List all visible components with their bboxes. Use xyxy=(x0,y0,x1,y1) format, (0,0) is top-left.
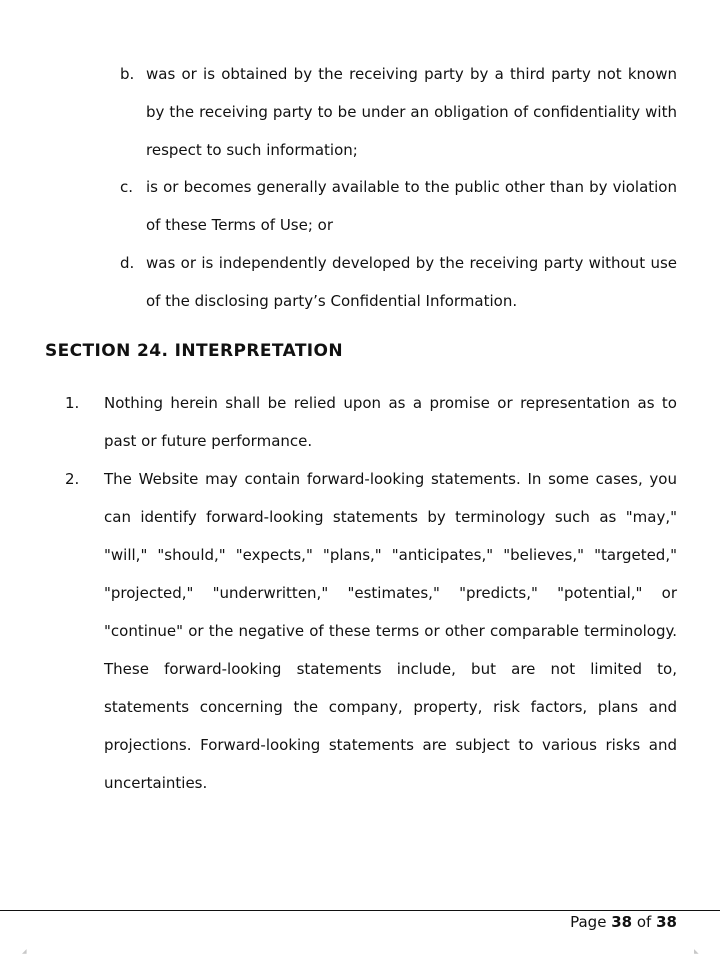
list-item-b-text: was or is obtained by the receiving party by a third party not known by the receiving party to be under an obligation of confidentiality with respect to such information; xyxy=(146,65,677,159)
numbered-item-2-text: The Website may contain forward-looking statements. In some cases, you can identify forward-looking statements by terminology such as "may," "will," "should," "expects," "plans," "anticipates," "believes," "targeted," "projected," "underwritten," "estimates," "predicts," "potential," or "continue" or the negative of these terms or other comparable terminology. These forward-looking statements include, but are not limited to, statements concerning the company, property, risk factors, plans and projections. Forward-looking statements are subject to various risks and uncertainties. xyxy=(104,470,677,792)
total-pages-number: 38 xyxy=(656,913,677,931)
list-marker-b: b. xyxy=(120,65,135,83)
numbered-item-1-text: Nothing herein shall be relied upon as a promise or representation as to past or future performance. xyxy=(104,394,677,450)
page-number-footer xyxy=(570,911,677,933)
numbered-marker-1: 1. xyxy=(65,394,80,412)
section-heading: SECTION 24. INTERPRETATION xyxy=(45,341,344,361)
list-item-c-text: is or becomes generally available to the public other than by violation of these Terms of Use; or xyxy=(146,178,677,234)
list-item-d-text: was or is independently developed by the receiving party without use of the disclosing party’s Confidential Information. xyxy=(146,254,677,310)
of-word: of xyxy=(636,913,652,931)
numbered-marker-2: 2. xyxy=(65,470,80,488)
list-marker-c: c. xyxy=(120,178,134,196)
list-marker-d: d. xyxy=(120,254,135,272)
corner-mark-left: ◢ xyxy=(22,948,27,955)
corner-mark-right: ◣ xyxy=(694,948,699,955)
page-word: Page xyxy=(570,913,607,931)
current-page-number: 38 xyxy=(611,913,633,931)
